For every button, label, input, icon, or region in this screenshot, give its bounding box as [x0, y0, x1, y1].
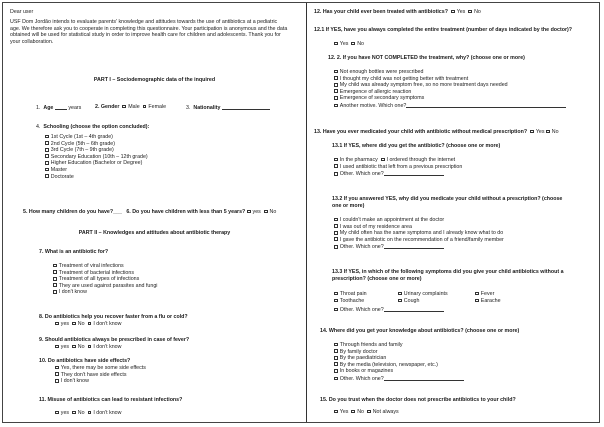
- q7-option[interactable]: [53, 276, 157, 283]
- checkbox[interactable]: [334, 237, 338, 241]
- symptom-urinary[interactable]: [398, 291, 448, 298]
- option-label: They are used against parasites and fungi: [58, 282, 158, 289]
- no-label: No: [474, 9, 481, 15]
- greeting: Dear user: [10, 9, 34, 15]
- q13-1-label: 13.1 If YES, where did you get the antibiotic? (choose one or more): [332, 143, 501, 149]
- no-label: No: [77, 321, 85, 327]
- q13-2-label-1: 13.2 If you answered YES, why did you medicate your child without a prescription? (choose: [332, 196, 563, 202]
- checkbox[interactable]: [334, 89, 338, 93]
- notalways-label: Not always: [372, 409, 399, 415]
- q14-option[interactable]: [334, 342, 464, 349]
- option-label: Treatment of viral infections: [58, 263, 124, 269]
- checkbox[interactable]: [475, 292, 479, 296]
- q2-label: 2. Gender: [95, 104, 120, 110]
- q12-1-yes-checkbox[interactable]: [334, 42, 338, 46]
- option-label: They don't have side effects: [60, 371, 127, 378]
- checkbox[interactable]: [45, 168, 49, 172]
- checkbox[interactable]: [334, 104, 338, 108]
- other-knowledge-input[interactable]: [384, 375, 464, 381]
- q9-answers: [55, 344, 121, 351]
- q8-yes-checkbox[interactable]: [55, 322, 59, 326]
- checkbox[interactable]: [334, 218, 338, 222]
- checkbox[interactable]: [334, 308, 338, 312]
- q7-option[interactable]: [53, 263, 157, 270]
- q7-option[interactable]: [53, 270, 157, 277]
- checkbox[interactable]: [334, 362, 338, 366]
- q15-notalways-checkbox[interactable]: [367, 410, 371, 414]
- option-label: Higher Education (Bachelor or Degree): [50, 160, 143, 167]
- pharmacy-checkbox[interactable]: [334, 158, 338, 162]
- schooling-label: Schooling (choose the option concluded):: [43, 124, 150, 130]
- checkbox[interactable]: [55, 366, 59, 370]
- q13-1-options: [334, 157, 462, 178]
- option-label: I couldn't make an appointment at the doctor: [339, 217, 445, 223]
- q8-dontknow-checkbox[interactable]: [88, 322, 92, 326]
- option-label: In books or magazines: [339, 368, 394, 375]
- schooling-option[interactable]: [45, 147, 148, 154]
- option-label: Another motive. Which one?: [339, 102, 407, 109]
- q13-2-option[interactable]: [334, 217, 504, 224]
- yes-label: yes: [60, 321, 70, 327]
- q15-yes-checkbox[interactable]: [334, 410, 338, 414]
- schooling-option[interactable]: [45, 134, 148, 141]
- option-label: I ordered through the internet: [386, 157, 456, 163]
- checkbox[interactable]: [53, 290, 57, 294]
- option-label: I was out of my residence area: [339, 223, 412, 230]
- checkbox[interactable]: [334, 76, 338, 80]
- q8-label: 8. Do antibiotics help you recover faster from a flu or cold?: [39, 314, 188, 320]
- q15-answers: [334, 409, 399, 416]
- other-reason-input[interactable]: [384, 243, 444, 249]
- checkbox[interactable]: [398, 292, 402, 296]
- dontknow-label: I don't know: [93, 410, 122, 416]
- checkbox[interactable]: [334, 70, 338, 74]
- q7-label: 7. What is an antibiotic for?: [39, 249, 109, 255]
- q7-option[interactable]: [53, 283, 157, 290]
- option-label: Emergence of secondary symptoms: [339, 95, 425, 102]
- option-label: By the paediatrician: [339, 355, 387, 362]
- checkbox[interactable]: [55, 379, 59, 383]
- q13-label: 13. Have you ever medicated your child with antibiotic without medical prescription?: [314, 129, 528, 135]
- q12-label: 12. Has your child ever been treated with antibiotics?: [314, 9, 448, 15]
- checkbox[interactable]: [398, 299, 402, 303]
- symptom-earache[interactable]: [475, 298, 501, 305]
- checkbox[interactable]: [334, 245, 338, 249]
- age-unit: years: [68, 105, 82, 111]
- no-label: No: [357, 41, 364, 47]
- option-label: Fever: [480, 291, 495, 297]
- symptom-fever[interactable]: [475, 291, 494, 298]
- schooling-option[interactable]: [45, 167, 148, 174]
- q13-1-option[interactable]: [334, 170, 462, 178]
- nationality-input[interactable]: [222, 104, 270, 110]
- option-label: Other. Which one?: [339, 375, 384, 382]
- checkbox[interactable]: [45, 154, 49, 158]
- checkbox[interactable]: [334, 343, 338, 347]
- checkbox[interactable]: [55, 372, 59, 376]
- option-label: Other. Which one?: [339, 244, 384, 251]
- q10-option[interactable]: [55, 378, 146, 385]
- q13-no-checkbox[interactable]: [546, 130, 550, 134]
- q14-option[interactable]: [334, 368, 464, 375]
- q12-2-option[interactable]: [334, 82, 566, 89]
- q14-options: [334, 342, 464, 383]
- checkbox[interactable]: [334, 377, 338, 381]
- yes-label: Yes: [339, 41, 349, 47]
- male-label: Male: [128, 104, 140, 110]
- age-label: Age: [43, 105, 54, 111]
- checkbox[interactable]: [334, 299, 338, 303]
- other-motive-input[interactable]: [406, 102, 566, 108]
- checkbox[interactable]: [45, 174, 49, 178]
- q13-1-option[interactable]: [334, 164, 462, 171]
- option-label: Treatment of all types of infections: [58, 276, 140, 283]
- option-label: By the media (television, newspaper, etc.): [339, 361, 438, 368]
- option-label: Emergence of allergic reaction: [339, 88, 412, 95]
- no-label: No: [269, 209, 277, 215]
- q12-2-option[interactable]: [334, 102, 566, 110]
- option-label: 1st Cycle (1st – 4th grade): [50, 134, 113, 140]
- symptom-other[interactable]: [334, 306, 444, 314]
- q12-1-no-checkbox[interactable]: [351, 42, 355, 46]
- q14-label: 14. Where did you get your knowledge about antibiotics? (choose one or more): [320, 328, 520, 334]
- q4-number: 4.: [36, 124, 41, 130]
- q12-2-option[interactable]: [334, 69, 566, 76]
- q7-option[interactable]: [53, 289, 157, 296]
- q12-1-label: 12.1 If YES, have you always completed the entire treatment (number of days indicated by the doctor)?: [314, 27, 573, 33]
- yes-label: yes: [60, 410, 70, 416]
- internet-checkbox[interactable]: [381, 158, 385, 162]
- option-label: I thought my child was not getting better with treatment: [339, 75, 469, 82]
- q15-label: 15. Do you trust when the doctor does not prescribe antibiotics to your child?: [320, 397, 516, 403]
- option-label: By family doctor: [339, 348, 378, 355]
- male-checkbox[interactable]: [122, 105, 126, 109]
- dontknow-label: I don't know: [93, 321, 122, 327]
- other-source-input[interactable]: [384, 170, 444, 176]
- option-label: Yes, there may be some side effects: [60, 365, 146, 371]
- q3-number: 3.: [186, 105, 191, 111]
- q13-yes-checkbox[interactable]: [530, 130, 534, 134]
- q13-3-label-1: 13.3 If YES, in which of the following symptoms did you give your child antibiotics without a: [332, 269, 564, 275]
- part2-heading: PART II – Knowledges and attitudes about antibiotic therapy: [78, 230, 231, 236]
- q12-2-label: 12. 2. If you have NOT COMPLETED the treatment, why? (choose one or more): [328, 55, 525, 61]
- q12-2-option[interactable]: [334, 95, 566, 102]
- option-label: Not enough bottles were prescribed: [339, 69, 424, 75]
- schooling-option[interactable]: [45, 154, 148, 161]
- option-label: Other. Which one?: [339, 307, 384, 313]
- q5-q6-row: [23, 209, 276, 216]
- symptom-cough[interactable]: [398, 298, 419, 305]
- option-label: Earache: [480, 298, 501, 304]
- q12-2-option[interactable]: [334, 89, 566, 96]
- q12-no-checkbox[interactable]: [468, 10, 472, 14]
- checkbox[interactable]: [53, 264, 57, 268]
- option-label: I don't know: [60, 378, 89, 385]
- q15-no-checkbox[interactable]: [351, 410, 355, 414]
- q11-answers: [55, 410, 121, 417]
- option-label: Doctorate: [50, 173, 74, 180]
- q6-no-checkbox[interactable]: [264, 210, 268, 214]
- q14-option[interactable]: [334, 355, 464, 362]
- option-label: My child often has the same symptoms and I already know what to do: [339, 230, 504, 237]
- q12-2-options: [334, 69, 566, 110]
- q13-3-label-2: prescription? (choose one or more): [332, 276, 422, 282]
- option-label: Toothache: [339, 298, 365, 304]
- nationality-label: Nationality: [193, 105, 221, 111]
- q12-1-answers: [334, 41, 364, 48]
- q7-options: [53, 263, 157, 296]
- option-label: Cough: [403, 298, 420, 304]
- checkbox[interactable]: [45, 141, 49, 145]
- checkbox[interactable]: [334, 349, 338, 353]
- intro-paragraph: USF Dom Jordão intends to evaluate parents' knowledge and attitudes towards the use of antibiotics at a pediatric age. We therefore ask you to cooperate in completing this questionnaire. Your participation is anonymous and the data obtained will be used for statistical study in order to improve health care for children and adolescents. Thank you for your collaboration.: [10, 19, 288, 45]
- q9-yes-checkbox[interactable]: [55, 345, 59, 349]
- q2-gender: [95, 104, 166, 111]
- checkbox[interactable]: [334, 369, 338, 373]
- q10-options: [55, 365, 146, 385]
- q10-option[interactable]: [55, 372, 146, 379]
- option-label: Through friends and family: [339, 342, 403, 348]
- yes-label: Yes: [535, 129, 545, 135]
- option-label: Treatment of bacterial infections: [58, 269, 134, 276]
- q9-no-checkbox[interactable]: [72, 345, 76, 349]
- option-label: Urinary complaints: [403, 291, 448, 297]
- option-label: My child was already symptom free, so no more treatment days needed: [339, 82, 508, 89]
- q13-2-option[interactable]: [334, 230, 504, 237]
- q12-yes-checkbox[interactable]: [451, 10, 455, 14]
- checkbox[interactable]: [45, 135, 49, 139]
- option-label: In the pharmacy: [339, 157, 378, 163]
- q10-label: 10. Do antibiotics have side effects?: [39, 358, 131, 364]
- q13-2-option[interactable]: [334, 224, 504, 231]
- yes-label: Yes: [339, 409, 349, 415]
- q13-row: [314, 129, 559, 136]
- q12-row: [314, 9, 481, 16]
- q8-no-checkbox[interactable]: [72, 322, 76, 326]
- option-label: 2nd Cycle (5th – 6th grade): [50, 140, 115, 147]
- q9-dontknow-checkbox[interactable]: [88, 345, 92, 349]
- option-label: Master: [50, 166, 67, 173]
- q9-label: 9. Should antibiotics always be prescribed in case of fever?: [39, 337, 190, 343]
- female-checkbox[interactable]: [143, 105, 147, 109]
- option-label: I gave the antibiotic on the recommendation of a friend/family member: [339, 236, 504, 243]
- checkbox[interactable]: [334, 292, 338, 296]
- yes-label: yes: [252, 209, 261, 215]
- q1-age: [36, 104, 81, 112]
- questionnaire-frame: [2, 2, 600, 423]
- no-label: No: [551, 129, 559, 135]
- q11-yes-checkbox[interactable]: [55, 411, 59, 415]
- checkbox[interactable]: [334, 172, 338, 176]
- schooling-option[interactable]: [45, 174, 148, 181]
- q13-1-option-row: [334, 157, 462, 164]
- checkbox[interactable]: [53, 270, 57, 274]
- option-label: I used antibiotic that left from a previous prescription: [339, 163, 463, 170]
- schooling-option[interactable]: [45, 141, 148, 148]
- questionnaire-page-2: [308, 3, 599, 422]
- part1-heading: PART I – Sociodemographic data of the inquired: [93, 77, 216, 83]
- checkbox[interactable]: [334, 83, 338, 87]
- checkbox[interactable]: [334, 356, 338, 360]
- checkbox[interactable]: [45, 148, 49, 152]
- schooling-option[interactable]: [45, 160, 148, 167]
- checkbox[interactable]: [475, 299, 479, 303]
- q11-dontknow-checkbox[interactable]: [88, 411, 92, 415]
- checkbox[interactable]: [53, 283, 57, 287]
- q13-2-label-2: one or more): [332, 203, 365, 209]
- checkbox[interactable]: [334, 164, 338, 168]
- no-label: No: [77, 410, 85, 416]
- symptom-throat[interactable]: [334, 291, 367, 298]
- q4-schooling: [36, 124, 149, 131]
- q3-nationality: [186, 104, 270, 112]
- q5-label: 5. How many children do you have?___: [23, 209, 122, 215]
- q1-number: 1.: [36, 105, 41, 111]
- no-label: No: [357, 409, 364, 415]
- checkbox[interactable]: [334, 224, 338, 228]
- q13-2-option[interactable]: [334, 243, 504, 251]
- q14-option[interactable]: [334, 362, 464, 369]
- yes-label: yes: [60, 344, 70, 350]
- checkbox[interactable]: [45, 161, 49, 165]
- option-label: 3rd Cycle (7th – 9th grade): [50, 147, 114, 154]
- other-symptom-input[interactable]: [384, 306, 444, 312]
- q10-option[interactable]: [55, 365, 146, 372]
- checkbox[interactable]: [334, 96, 338, 100]
- yes-label: Yes: [456, 9, 466, 15]
- q12-2-option[interactable]: [334, 76, 566, 83]
- dontknow-label: I don't know: [93, 344, 122, 350]
- q6-yes-checkbox[interactable]: [247, 210, 251, 214]
- no-label: No: [77, 344, 85, 350]
- q14-option[interactable]: [334, 349, 464, 356]
- schooling-options: [45, 134, 148, 180]
- q11-no-checkbox[interactable]: [72, 411, 76, 415]
- q14-option[interactable]: [334, 375, 464, 383]
- q8-answers: [55, 321, 121, 328]
- q13-2-option[interactable]: [334, 237, 504, 244]
- q6-label: 6. Do you have children with less than 5 years?: [126, 209, 246, 215]
- option-label: Secondary Education (10th – 12th grade): [50, 153, 148, 160]
- option-label: Other. Which one?: [339, 171, 384, 178]
- female-label: Female: [148, 104, 167, 110]
- option-label: Throat pain: [339, 291, 367, 297]
- option-label: I don't know: [58, 289, 87, 296]
- q11-label: 11. Misuse of antibiotics can lead to resistant infections?: [39, 397, 183, 403]
- checkbox[interactable]: [53, 277, 57, 281]
- age-input[interactable]: [55, 104, 67, 110]
- questionnaire-page-1: [3, 3, 307, 422]
- checkbox[interactable]: [334, 231, 338, 235]
- symptom-toothache[interactable]: [334, 298, 364, 305]
- q13-2-options: [334, 217, 504, 251]
